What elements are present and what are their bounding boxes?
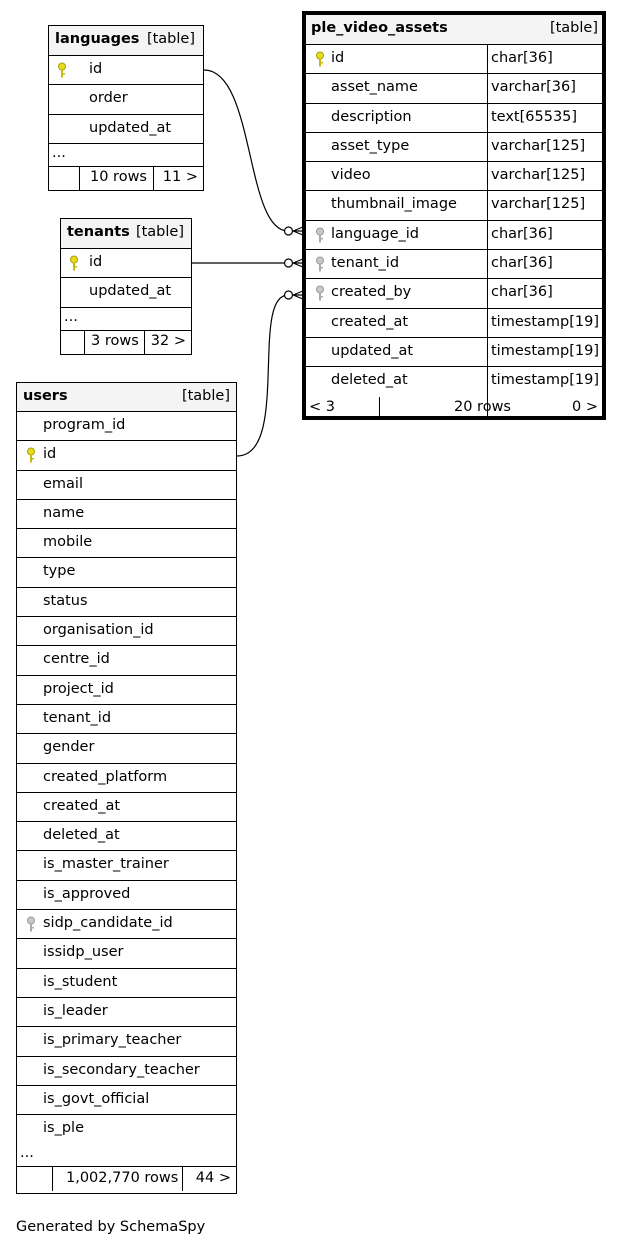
- users-table-kind: [table]: [181, 388, 230, 404]
- ple-video-assets-column-name: created_at: [331, 313, 409, 330]
- users-row-count: 1,002,770 rows: [66, 1170, 179, 1187]
- ple-video-assets-column-name: created_by: [331, 284, 412, 301]
- ple-video-assets-column-type: varchar[36]: [487, 74, 576, 102]
- users-column-name: sidp_candidate_id: [43, 915, 173, 932]
- users-column-name: name: [43, 504, 85, 521]
- ple-video-assets-column-type: timestamp[19]: [487, 367, 599, 396]
- users-column-name: status: [43, 592, 88, 609]
- crows-foot-tenant-id: [293, 259, 303, 267]
- users-column-name: issidp_user: [43, 944, 124, 961]
- ple-video-assets-column-name: id: [331, 50, 345, 66]
- users-column-name: is_secondary_teacher: [43, 1061, 200, 1078]
- languages-table-name: languages: [55, 31, 140, 47]
- tenants-children-link[interactable]: 32 >: [150, 333, 186, 349]
- users-ellipsis: ...: [20, 1145, 34, 1162]
- ple-video-assets-children-link[interactable]: 0 >: [572, 398, 598, 415]
- optional-marker-tenant-id: [285, 259, 293, 267]
- ple-video-assets-column-type: timestamp[19]: [487, 338, 599, 366]
- users-column-name: organisation_id: [43, 622, 154, 639]
- users-column-name: centre_id: [43, 651, 110, 668]
- relationship-languages-to-ple-video-assets: [204, 70, 288, 231]
- ple-video-assets-column-name: thumbnail_image: [331, 196, 457, 213]
- users-column-name: is_govt_official: [43, 1090, 150, 1107]
- ple-video-assets-parents-link[interactable]: < 3: [309, 398, 335, 415]
- tenants-table-name: tenants: [67, 224, 130, 240]
- languages-column-updated-at: updated_at: [89, 120, 172, 136]
- users-column-name: gender: [43, 739, 95, 756]
- users-column-name: is_approved: [43, 885, 131, 902]
- crows-foot-created-by: [293, 291, 303, 299]
- ple-video-assets-column-type: varchar[125]: [487, 191, 585, 219]
- users-column-name: is_primary_teacher: [43, 1032, 182, 1049]
- ple-video-assets-column-name: tenant_id: [331, 255, 400, 272]
- ple-video-assets-table-kind: [table]: [549, 20, 598, 36]
- ple-video-assets-table-name: ple_video_assets: [311, 20, 448, 36]
- users-column-name: project_id: [43, 680, 114, 697]
- users-column-name: program_id: [43, 417, 126, 433]
- languages-ellipsis: ...: [52, 145, 66, 161]
- tenants-column-id: id: [89, 254, 103, 270]
- ple-video-assets-column-type: varchar[125]: [487, 162, 585, 190]
- tenants-table-kind: [table]: [135, 224, 184, 240]
- languages-column-order: order: [89, 90, 128, 106]
- crows-foot-language-id: [293, 227, 303, 235]
- users-column-name: tenant_id: [43, 709, 112, 726]
- users-column-name: id: [43, 446, 57, 463]
- ple-video-assets-column-type: text[65535]: [487, 104, 577, 132]
- ple-video-assets-column-type: varchar[125]: [487, 133, 585, 161]
- ple-video-assets-column-type: timestamp[19]: [487, 309, 599, 337]
- users-column-name: created_platform: [43, 768, 168, 785]
- languages-row-count: 10 rows: [90, 169, 147, 185]
- ple-video-assets-column-type: char[36]: [487, 250, 553, 278]
- languages-column-id: id: [89, 61, 103, 77]
- users-column-name: mobile: [43, 534, 93, 551]
- users-column-name: is_ple: [43, 1120, 84, 1137]
- ple-video-assets-column-name: asset_name: [331, 79, 418, 96]
- ple-video-assets-column-name: video: [331, 167, 371, 184]
- users-column-name: type: [43, 563, 76, 580]
- ple-video-assets-column-name: language_id: [331, 225, 419, 242]
- ple-video-assets-column-name: deleted_at: [331, 372, 408, 389]
- languages-children-link[interactable]: 11 >: [162, 169, 198, 185]
- ple-video-assets-column-type: char[36]: [487, 279, 553, 307]
- users-column-name: email: [43, 475, 83, 492]
- users-column-name: created_at: [43, 797, 121, 814]
- languages-table-kind: [table]: [146, 31, 195, 47]
- ple-video-assets-row-count: 20 rows: [454, 398, 511, 415]
- tenants-ellipsis: ...: [64, 309, 78, 325]
- users-column-name: deleted_at: [43, 827, 120, 844]
- ple-video-assets-column-type: char[36]: [487, 45, 553, 73]
- users-children-link[interactable]: 44 >: [195, 1170, 231, 1187]
- ple-video-assets-column-type: char[36]: [487, 221, 553, 249]
- generated-by-note: Generated by SchemaSpy: [16, 1219, 206, 1235]
- tenants-column-updated-at: updated_at: [89, 283, 172, 299]
- ple-video-assets-column-name: description: [331, 108, 412, 125]
- tenants-row-count: 3 rows: [91, 333, 139, 349]
- users-table-name: users: [23, 388, 68, 404]
- users-column-name: is_master_trainer: [43, 856, 169, 873]
- ple-video-assets-column-name: updated_at: [331, 342, 414, 359]
- users-column-name: is_student: [43, 973, 118, 990]
- relationship-users-to-ple-video-assets: [237, 295, 288, 456]
- optional-marker-language-id: [285, 227, 293, 235]
- users-column-name: is_leader: [43, 1002, 108, 1019]
- ple-video-assets-column-name: asset_type: [331, 137, 410, 154]
- optional-marker-created-by: [285, 291, 293, 299]
